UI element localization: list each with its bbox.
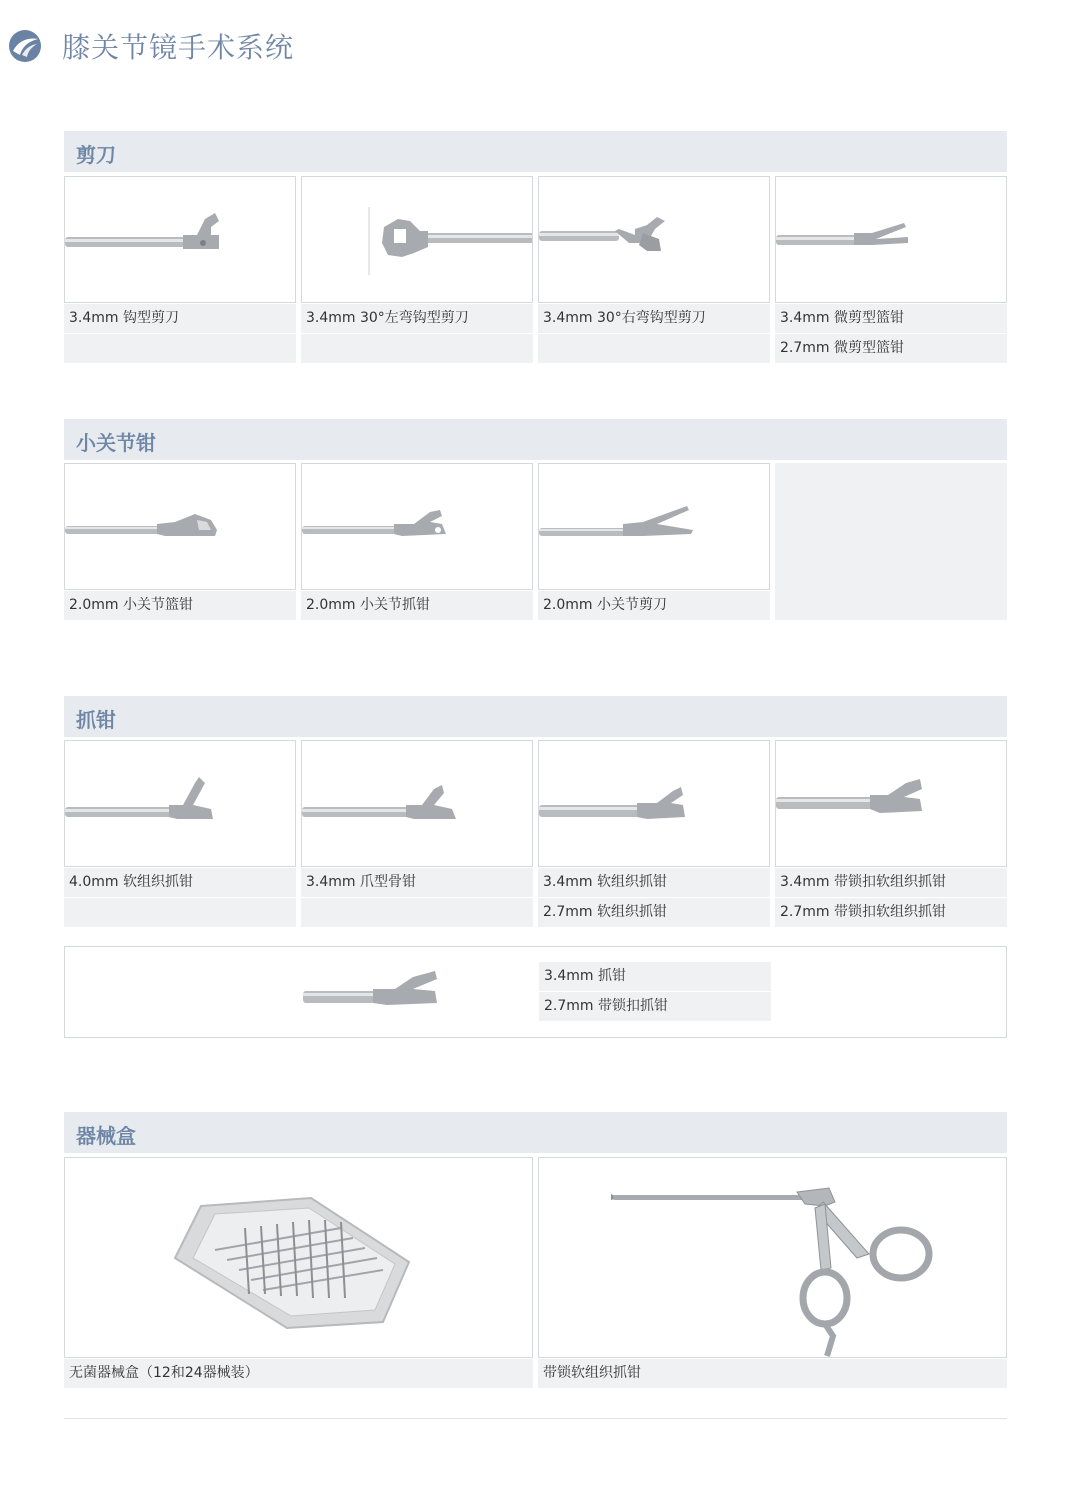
page-title: 膝关节镜手术系统 xyxy=(62,31,295,64)
product-caption: 4.0mm 软组织抓钳 xyxy=(64,868,296,897)
product-caption: 3.4mm 抓钳 xyxy=(539,962,771,991)
product-card xyxy=(538,1157,1007,1388)
product-image xyxy=(64,740,296,867)
product-caption: 2.7mm 微剪型篮钳 xyxy=(775,334,1007,363)
section-header-small-joint-forceps xyxy=(64,419,1007,460)
product-caption: 2.0mm 小关节抓钳 xyxy=(301,591,533,620)
product-card xyxy=(64,740,296,927)
product-card xyxy=(538,740,770,927)
section-title: 剪刀 xyxy=(76,143,116,167)
product-card xyxy=(301,463,533,620)
product-image xyxy=(538,463,770,590)
product-caption-empty xyxy=(64,334,296,363)
product-card xyxy=(301,176,533,363)
product-card xyxy=(538,176,770,363)
product-image xyxy=(775,740,1007,867)
product-caption: 带锁软组织抓钳 xyxy=(538,1359,1007,1388)
product-image xyxy=(301,176,533,303)
product-caption-empty xyxy=(301,334,533,363)
product-caption: 2.7mm 带锁扣软组织抓钳 xyxy=(775,898,1007,927)
product-caption: 3.4mm 30°右弯钩型剪刀 xyxy=(538,304,770,333)
section-header-grasping-forceps xyxy=(64,696,1007,737)
empty-cell xyxy=(775,463,1007,620)
product-card-wide xyxy=(64,946,1007,1038)
product-image xyxy=(301,463,533,590)
product-caption: 3.4mm 爪型骨钳 xyxy=(301,868,533,897)
product-card xyxy=(775,740,1007,927)
product-caption: 无菌器械盒（12和24器械装） xyxy=(64,1359,533,1388)
product-caption-empty xyxy=(301,898,533,927)
product-caption-empty xyxy=(538,334,770,363)
product-image xyxy=(538,740,770,867)
product-caption-empty xyxy=(64,898,296,927)
product-caption: 3.4mm 钩型剪刀 xyxy=(64,304,296,333)
product-caption: 3.4mm 带锁扣软组织抓钳 xyxy=(775,868,1007,897)
brand-logo-icon xyxy=(8,29,42,63)
product-card xyxy=(775,176,1007,363)
product-image xyxy=(301,740,533,867)
section-title: 器械盒 xyxy=(76,1124,136,1148)
product-caption: 3.4mm 微剪型篮钳 xyxy=(775,304,1007,333)
product-image xyxy=(775,176,1007,303)
page-header xyxy=(8,26,294,66)
product-caption: 2.0mm 小关节剪刀 xyxy=(538,591,770,620)
section-header-scissors xyxy=(64,131,1007,172)
product-image xyxy=(301,947,541,1037)
footer-divider xyxy=(64,1418,1007,1419)
section-title: 小关节钳 xyxy=(76,431,156,455)
product-caption: 2.7mm 带锁扣抓钳 xyxy=(539,992,771,1021)
product-image xyxy=(64,176,296,303)
product-caption: 2.0mm 小关节篮钳 xyxy=(64,591,296,620)
product-card xyxy=(301,740,533,927)
product-card xyxy=(538,463,770,620)
product-image xyxy=(538,1157,1007,1358)
product-caption: 3.4mm 软组织抓钳 xyxy=(538,868,770,897)
section-header-instrument-box xyxy=(64,1112,1007,1153)
product-image xyxy=(64,1157,533,1358)
product-card xyxy=(64,463,296,620)
product-caption: 2.7mm 软组织抓钳 xyxy=(538,898,770,927)
product-card xyxy=(64,176,296,363)
product-image xyxy=(538,176,770,303)
product-image xyxy=(64,463,296,590)
section-title: 抓钳 xyxy=(76,708,116,732)
product-caption: 3.4mm 30°左弯钩型剪刀 xyxy=(301,304,533,333)
product-card xyxy=(64,1157,533,1388)
